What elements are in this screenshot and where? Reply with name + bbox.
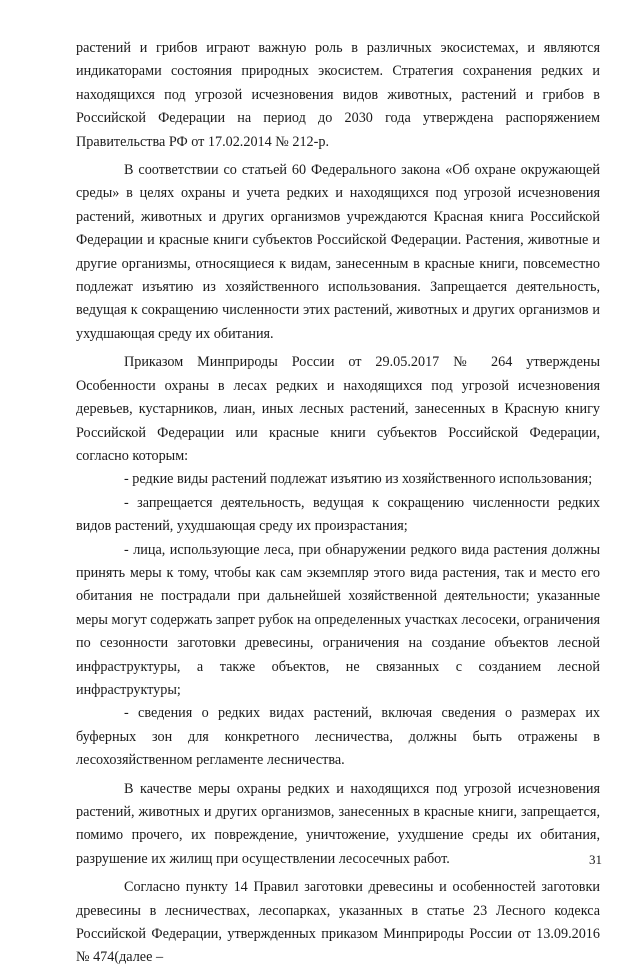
- paragraph-rules-clause-14: Согласно пункту 14 Правил заготовки древесины и особенностей заготовки древесины в лесничествах, лесопарках, указанных в статье 23 Лесного кодекса Российской Федерации, утвержденных приказом Минприроды России от 13.09.2016 № 474(далее –: [76, 879, 600, 966]
- list-item-prohibited-activity: - запрещается деятельность, ведущая к сокращению численности редких видов растений, ухудшающая среду их произрастания;: [76, 494, 600, 535]
- page-number: 31: [589, 852, 602, 867]
- list-item-forest-users: - лица, использующие леса, при обнаружении редкого вида растения должны принять меры к тому, чтобы как сам экземпляр этого вида растения, так и место его обитания не пострадали при дальнейшей хозяйственной деятельности; указанные меры могут содержать запрет рубок на определенных участках лесосеки, ограничения по сезонности заготовки древесины, ограничения на создание объектов лесной инфраструктуры, а также объектов, не связанных с созданием лесной инфраструктуры;: [76, 541, 600, 698]
- list-item-rare-species: - редкие виды растений подлежат изъятию из хозяйственного использования;: [124, 471, 593, 488]
- paragraph-article-60: В соответствии со статьей 60 Федерального закона «Об охране окружающей среды» в целях охраны и учета редких и находящихся под угрозой исчезновения растений, животных и других организмов учреждаются Красная книга Российской Федерации и красные книги субъектов Российской Федерации. Растения, животные и другие организмы, относящиеся к видам, занесенным в красные книги, повсеместно подлежат изъятию из хозяйственного использования. Запрещается деятельность, ведущая к сокращению численности этих растений, животных и других организмов и ухудшающая среду их обитания.: [76, 162, 600, 342]
- paragraph-protection-measures: В качестве меры охраны редких и находящихся под угрозой исчезновения растений, животных и других организмов, занесенных в красные книги, запрещается, помимо прочего, их повреждение, уничтожение, ухудшение среды их обитания, разрушение их жилищ при осуществлении лесосечных работ.: [76, 780, 600, 867]
- list-item-buffer-zones: - сведения о редких видах растений, включая сведения о размерах их буферных зон для конкретного лесничества, должны быть отражены в лесохозяйственном регламенте лесничества.: [76, 705, 600, 769]
- paragraph-order-264: Приказом Минприроды России от 29.05.2017 № 264 утверждены Особенности охраны в лесах редких и находящихся под угрозой исчезновения деревьев, кустарников, лиан, иных лесных растений, занесенных в Красную книгу Российской Федерации или красные книги субъектов Российской Федерации, согласно которым:: [76, 354, 600, 464]
- paragraph-continuation: растений и грибов играют важную роль в различных экосистемах, и являются индикаторами состояния природных экосистем. Стратегия сохранения редких и находящихся под угрозой исчезновения видов животных, растений и грибов в Российской Федерации на период до 2030 года утверждена распоряжением Правительства РФ от 17.02.2014 № 212-р.: [76, 40, 600, 150]
- document-body: [76, 37, 600, 970]
